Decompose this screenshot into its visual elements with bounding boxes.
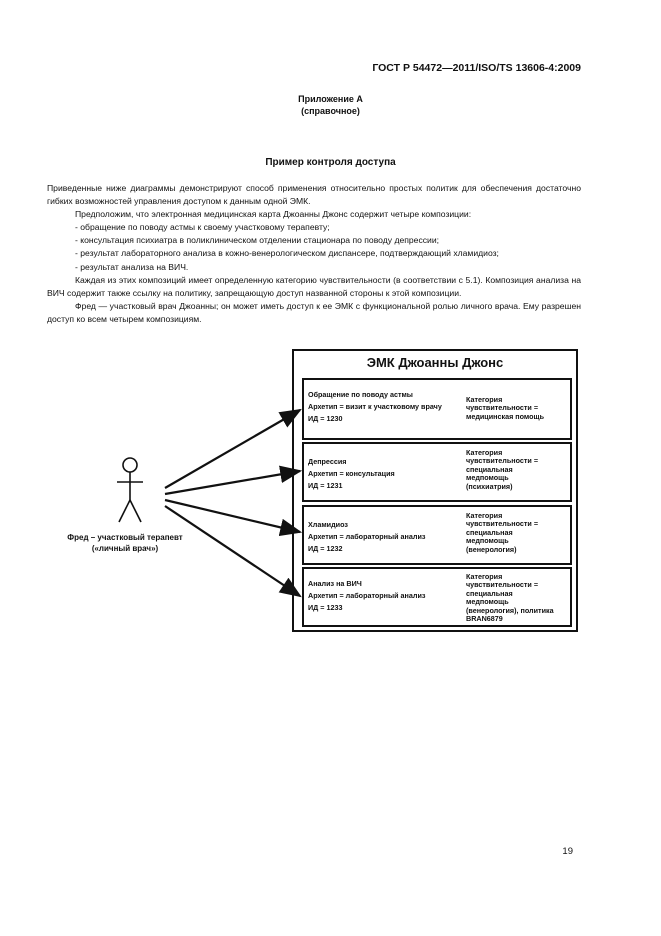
bullet-1: - обращение по поводу астмы к своему участковому терапевту;	[75, 222, 330, 233]
appendix-subtitle: (справочное)	[301, 106, 360, 116]
actor-label	[40, 532, 210, 554]
access-arrows	[165, 410, 300, 596]
composition-archetype: Архетип = визит к участковому врачу	[308, 402, 442, 411]
composition-id: ИД = 1230	[308, 414, 343, 423]
composition-name: Анализ на ВИЧ	[308, 579, 362, 588]
paragraph-1: Приведенные ниже диаграммы демонстрируют способ применения относительно простых политик для обеспечения достаточно гибких возможностей управления доступом к данным одной ЭМК.	[47, 183, 581, 207]
composition-sensitivity: Категория чувствительности = специальная медпомощь (венерология)	[466, 511, 539, 554]
composition-archetype: Архетип = лабораторный анализ	[308, 532, 426, 541]
bullet-3: - результат лабораторного анализа в кожно-венерологическом диспансере, подтверждающий хламидиоз;	[75, 248, 499, 259]
composition-sensitivity: Категория чувствительности = специальная медпомощь (психиатрия)	[466, 448, 539, 491]
actor-label-line1: Фред – участковый терапевт	[67, 533, 183, 542]
composition-sensitivity: Категория чувствительности = специальная медпомощь (венерология), политика BRAN6879	[466, 572, 554, 624]
paragraph-4: Фред — участковый врач Джоанны; он может иметь доступ к ее ЭМК с функциональной ролью личного врача. Ему разрешен доступ ко всем четырем композициям.	[47, 300, 581, 324]
page-number: 19	[562, 846, 573, 857]
composition-sensitivity: Категория чувствительности = медицинская помощь	[466, 395, 544, 421]
composition-archetype: Архетип = лабораторный анализ	[308, 591, 426, 600]
paragraph-3: Каждая из этих композиций имеет определенную категорию чувствительности (в соответствии с 5.1). Композиция анализа на ВИЧ содержит также ссылку на политику, запрещающую доступ названной стороны к этой композиции.	[47, 274, 581, 298]
standard-header: ГОСТ Р 54472—2011/ISO/TS 13606-4:2009	[372, 62, 581, 74]
bullet-2: - консультация психиатра в поликлиническом отделении стационара по поводу депрессии;	[75, 235, 440, 246]
emr-title: ЭМК Джоанны Джонс	[366, 355, 504, 370]
actor-label-line2: («личный врач»)	[91, 544, 159, 553]
composition-name: Депрессия	[308, 457, 347, 466]
appendix-title: Приложение А	[298, 94, 363, 104]
actor-icon	[117, 458, 143, 522]
section-title: Пример контроля доступа	[265, 157, 396, 168]
composition-id: ИД = 1233	[308, 603, 343, 612]
paragraph-2: Предположим, что электронная медицинская карта Джоанны Джонс содержит четыре композиции:	[75, 209, 472, 220]
composition-id: ИД = 1231	[308, 481, 343, 490]
composition-name: Хламидиоз	[308, 520, 348, 529]
bullet-4: - результат анализа на ВИЧ.	[75, 261, 189, 272]
composition-name: Обращение по поводу астмы	[308, 390, 413, 399]
composition-id: ИД = 1232	[308, 544, 343, 553]
composition-archetype: Архетип = консультация	[308, 469, 395, 478]
